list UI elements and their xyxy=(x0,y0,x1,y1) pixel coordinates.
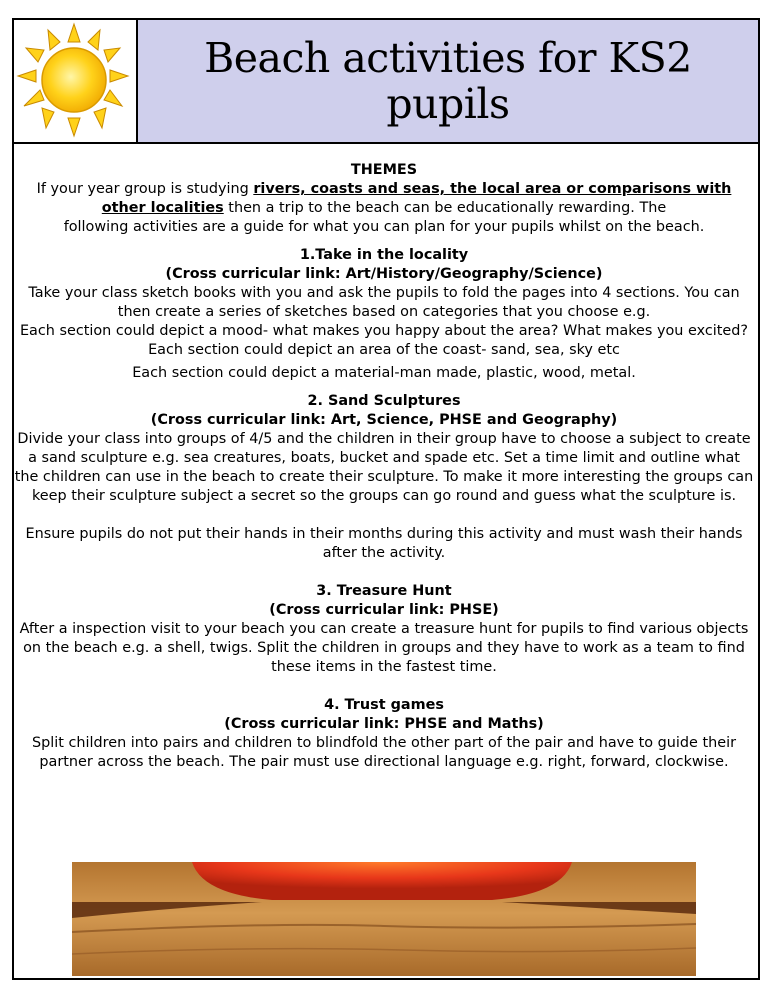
section-trust-games xyxy=(14,696,754,772)
section-paragraph: Ensure pupils do not put their hands in their months during this activity and must wash their hands after the activity. xyxy=(25,526,743,561)
section-paragraph: Each section could depict a mood- what makes you happy about the area? What makes you excited? xyxy=(19,323,749,339)
sun-icon xyxy=(14,20,134,142)
section-title: 2. Sand Sculptures xyxy=(307,393,461,409)
section-link: (Cross curricular link: PHSE and Maths) xyxy=(224,716,544,732)
themes-intro xyxy=(14,180,754,218)
sun-panel xyxy=(14,20,138,142)
section-paragraph: Split children into pairs and children to blindfold the other part of the pair and have to guide their partner across the beach. The pair must use directional language e.g. right, forward, clockwise. xyxy=(32,735,736,770)
section-link: (Cross curricular link: Art, Science, PHSE and Geography) xyxy=(150,412,618,428)
title-line-1: Beach activities for KS2 xyxy=(204,34,692,82)
section-paragraph: Each section could depict a material-man made, plastic, wood, metal. xyxy=(132,365,636,381)
section-locality xyxy=(14,246,754,383)
themes-topics: rivers, coasts and seas, the local area or comparisons with other localities xyxy=(101,181,732,216)
document-body xyxy=(14,161,754,772)
page-title xyxy=(204,35,692,127)
themes-intro-last: following activities are a guide for what you can plan for your pupils whilst on the beach. xyxy=(63,219,705,235)
header xyxy=(12,18,760,144)
section-title: 3. Treasure Hunt xyxy=(316,583,452,599)
themes-section xyxy=(14,161,754,237)
section-link: (Cross curricular link: PHSE) xyxy=(269,602,499,618)
themes-intro-rest: then a trip to the beach can be educationally rewarding. The xyxy=(223,200,667,216)
themes-intro-text: If your year group is studying xyxy=(36,181,254,197)
section-treasure-hunt xyxy=(14,582,754,677)
section-paragraph: Divide your class into groups of 4/5 and the children in their group have to choose a subject to create a sand sculpture e.g. sea creatures, boats, bucket and spade etc. Set a time limit and outline what the children can use in the beach to create their sculpture. To make it more interesting the groups can keep their sculpture subject a secret so the groups can go round and guess what the sculpture is. xyxy=(14,431,754,504)
title-panel xyxy=(138,20,758,142)
section-link: (Cross curricular link: Art/History/Geography/Science) xyxy=(165,266,603,282)
title-line-2: pupils xyxy=(386,80,510,128)
section-sand-sculptures xyxy=(14,392,754,563)
themes-heading: THEMES xyxy=(350,162,418,178)
beach-sunset-image xyxy=(72,862,696,976)
section-title: 4. Trust games xyxy=(324,697,444,713)
section-paragraph: After a inspection visit to your beach you can create a treasure hunt for pupils to find various objects on the beach e.g. a shell, twigs. Split the children in groups and they have to work as a team to find these items in the fastest time. xyxy=(19,621,749,675)
section-title: 1.Take in the locality xyxy=(299,247,469,263)
section-paragraph: Each section could depict an area of the coast- sand, sea, sky etc xyxy=(148,342,620,358)
section-paragraph: Take your class sketch books with you and ask the pupils to fold the pages into 4 sections. You can then create a series of sketches based on categories that you choose e.g. xyxy=(28,285,740,320)
